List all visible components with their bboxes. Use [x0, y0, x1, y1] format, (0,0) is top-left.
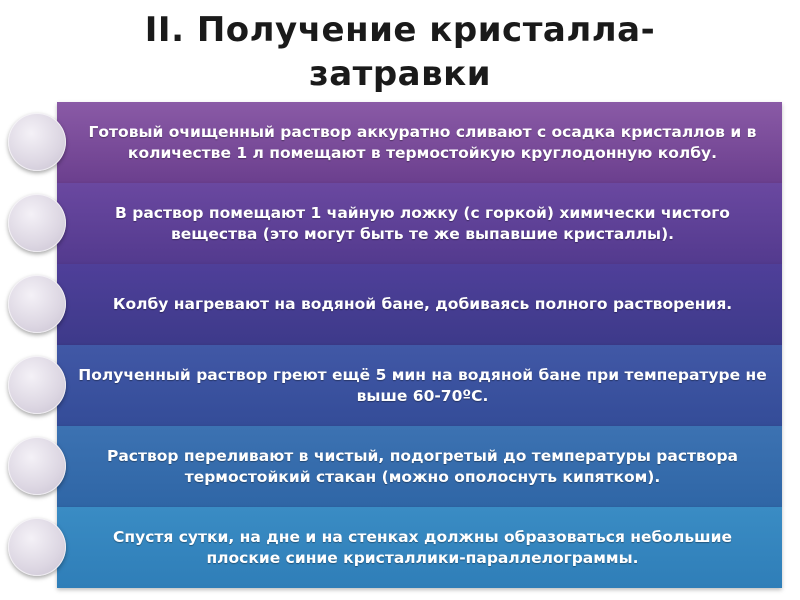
step-6-band [57, 507, 782, 588]
steps-list [0, 102, 800, 588]
title-line-2: затравки [308, 54, 492, 94]
step-6-circle-icon [8, 518, 66, 576]
step-2-band [57, 183, 782, 264]
step-4-text: Полученный раствор греют ещё 5 мин на водяной бане при температуре не выше 60-70ºС. [78, 365, 767, 405]
title-line-1: II. Получение кристалла- [144, 10, 656, 50]
page-title [0, 8, 800, 96]
step-3-circle-icon [8, 275, 66, 333]
step-3 [0, 264, 800, 345]
step-2-text: В раствор помещают 1 чайную ложку (с горкой) химически чистого вещества (это могут быть те же выпавшие кристаллы). [115, 203, 730, 243]
step-1-circle-icon [8, 113, 66, 171]
step-6-text: Спустя сутки, на дне и на стенках должны образоваться небольшие плоские синие кристаллики-параллелограммы. [113, 527, 732, 567]
step-5-band [57, 426, 782, 507]
step-5 [0, 426, 800, 507]
step-1-text: Готовый очищенный раствор аккуратно сливают с осадка кристаллов и в количестве 1 л помещают в термостойкую круглодонную колбу. [88, 122, 757, 162]
step-5-circle-icon [8, 437, 66, 495]
step-5-text: Раствор переливают в чистый, подогретый до температуры раствора термостойкий стакан (можно ополоснуть кипятком). [106, 446, 739, 486]
step-2 [0, 183, 800, 264]
step-4 [0, 345, 800, 426]
step-3-band [57, 264, 782, 345]
step-1 [0, 102, 800, 183]
step-6 [0, 507, 800, 588]
step-3-text: Колбу нагревают на водяной бане, добиваясь полного растворения. [112, 295, 733, 313]
step-1-band [57, 102, 782, 183]
step-4-circle-icon [8, 356, 66, 414]
step-4-band [57, 345, 782, 426]
step-2-circle-icon [8, 194, 66, 252]
